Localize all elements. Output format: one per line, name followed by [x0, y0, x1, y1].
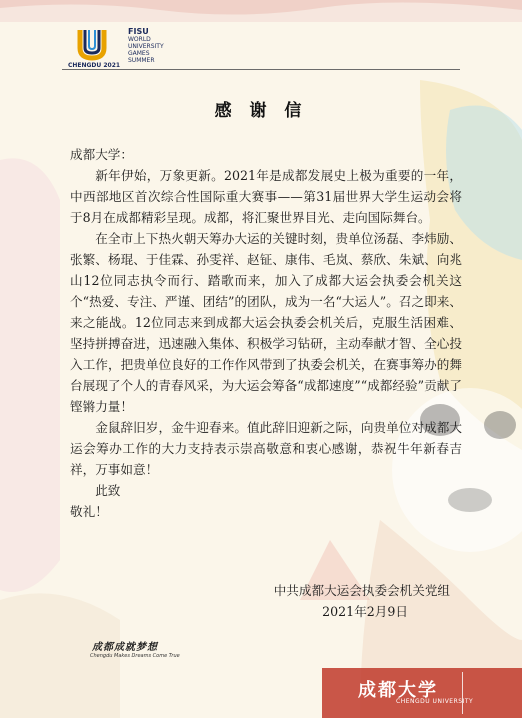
logo-city-text: CHENGDU 2021 [67, 62, 121, 69]
fisu-line-2: WORLD [128, 36, 151, 43]
header-divider [62, 69, 460, 70]
university-name-english: CHENGDU UNIVERSITY [396, 698, 474, 705]
signature-organization: 中共成都大运会执委会机关党组 [273, 583, 450, 598]
slogan-chinese: 成都成就梦想 [92, 642, 158, 653]
letter-signature [70, 580, 462, 622]
fisu-line-3: UNIVERSITY [128, 43, 164, 50]
fisu-wordmark [128, 27, 164, 64]
letter-closing-1: 此致 [95, 483, 121, 498]
fisu-line-4: GAMES [128, 50, 150, 57]
signature-date: 2021年2月9日 [322, 604, 408, 619]
slogan-english: Chengdu Makes Dreams Come True [90, 653, 180, 659]
university-name-chinese: 成都大学 [358, 680, 438, 701]
fisu-line-5: SUMMER [128, 57, 155, 64]
letter-paragraph-3: 金鼠辞旧岁，金牛迎春来。值此辞旧迎新之际，向贵单位对成都大运会筹办工作的大力支持表示崇高敬意和衷心感谢，恭祝牛年新春吉祥，万事如意！ [70, 420, 462, 477]
letter-paragraph-2: 在全市上下热火朝天筹办大运的关键时刻，贵单位汤磊、李炜励、张繁、杨琨、于佳霖、孙雯祥、赵钲、康伟、毛岚、蔡欣、朱斌、向兆山12位同志执令而行、踏歌而来，加入了成都大运会执委会机关这个“热爱、专注、严谨、团结”的团队，成为一名“大运人”。召之即来、来之能战。12位同志来到成都大运会执委会机关后，克服生活困难、坚持拼搏奋进，迅速融入集体、积极学习钻研，主动奉献才智、全心投入工作，把贵单位良好的工作作风带到了执委会机关，在赛事筹办的舞台展现了个人的青春风采，为大运会筹备“成都速度”“成都经验”贡献了铿锵力量！ [70, 231, 462, 414]
letter-salutation: 成都大学： [70, 147, 133, 162]
letter-title: 感 谢 信 [214, 101, 308, 121]
letter-closing-2: 敬礼！ [70, 504, 108, 519]
universiade-logo-icon [74, 26, 110, 62]
letter-body [70, 144, 462, 522]
fisu-line-1: FISU [128, 27, 149, 36]
letter-paragraph-1: 新年伊始，万象更新。2021年是成都发展史上极为重要的一年，中西部地区首次综合性国际重大赛事——第31届世界大学生运动会将于8月在成都精彩呈现。成都，将汇聚世界目光、走向国际舞台。 [70, 168, 462, 225]
